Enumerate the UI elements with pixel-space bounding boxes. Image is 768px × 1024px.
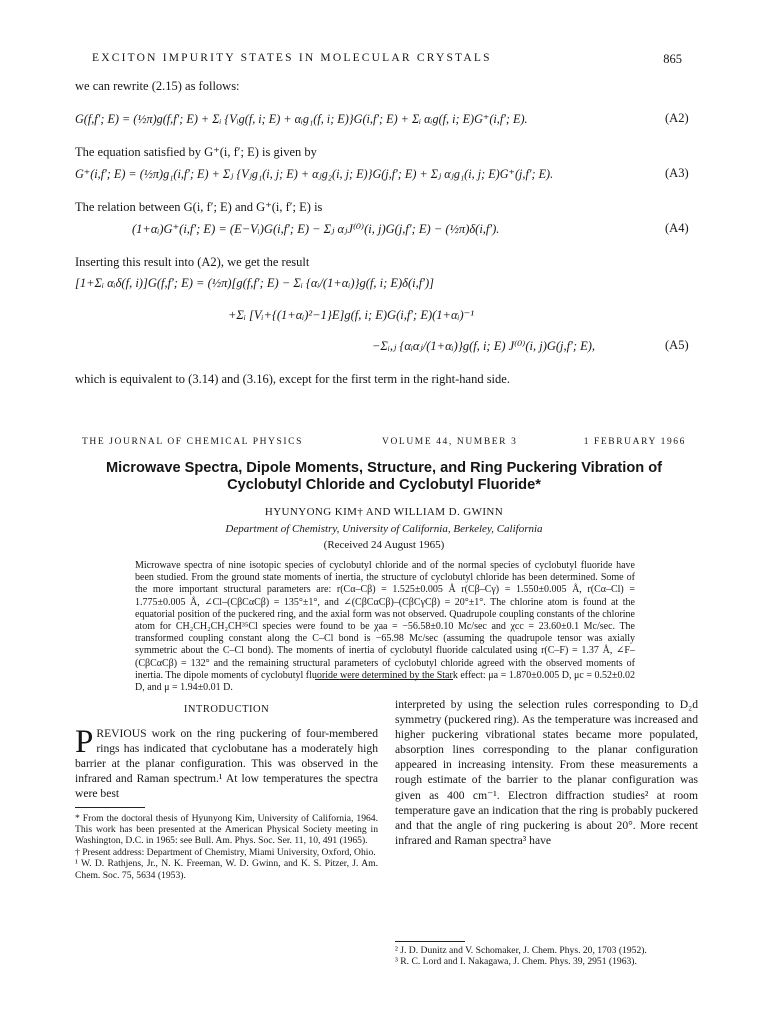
article-title-line2: Cyclobutyl Chloride and Cyclobutyl Fluoride* — [227, 477, 541, 493]
article-authors: HYUNYONG KIM† AND WILLIAM D. GWINN — [264, 506, 504, 518]
equation-a3-number: (A3) — [665, 166, 689, 180]
equation-a4: (1+αᵢ)G⁺(i,f′; E) = (E−Vᵢ)G(i,f′; E) − Σⱼ αⱼJ⁽⁰⁾(i, j)G(j,f′; E) − (½π)δ(i,f′). — [132, 222, 500, 236]
equation-a5-line2: +Σᵢ [Vᵢ+{(1+αᵢ)²−1}E]g(f, i; E)G(i,f′; E)(1+αᵢ)⁻¹ — [228, 308, 475, 322]
equation-a5-line3: −Σᵢ,ⱼ {αᵢαⱼ/(1+αᵢ)}g(f, i; E) J⁽⁰⁾(i, j)G(j,f′; E), — [372, 339, 596, 353]
appendix-text-a3: The equation satisfied by G⁺(i, f′; E) is given by — [75, 145, 317, 159]
article-received-date: (Received 24 August 1965) — [323, 539, 445, 551]
intro-paragraph-text: REVIOUS work on the ring puckering of four-membered rings has indicated that cyclobutane has a moderately high barrier at the planar configuration. This was observed in the infrared and Raman spectrum.¹ At low temperatures the spectra were best — [75, 727, 378, 801]
section-title: INTRODUCTION — [183, 704, 270, 715]
journal-name: THE JOURNAL OF CHEMICAL PHYSICS — [82, 437, 303, 447]
footnote-star: * From the doctoral thesis of Hyunyong Kim, University of California, 1964. This work has been presented at the American Physical Society meeting in Washington, D.C. in 1965: see Bull. Am. Phys. Soc. Ser. 11, 10, 491 (1965). — [75, 812, 378, 847]
article-title — [60, 460, 708, 494]
body-column-left — [75, 702, 378, 881]
page-number: 865 — [663, 52, 682, 66]
footnote-2: ² J. D. Dunitz and V. Schomaker, J. Chem. Phys. 20, 1703 (1952). — [395, 945, 647, 956]
journal-date: 1 FEBRUARY 1966 — [583, 437, 686, 447]
footnotes-right — [395, 945, 698, 968]
equation-a5-line1: [1+Σᵢ αᵢδ(f, i)]G(f,f′; E) = (½π)[g(f,f′; E) − Σᵢ {αᵢ/(1+αᵢ)}g(f, i; E)δ(i,f′)] — [75, 276, 434, 290]
equation-a2: G(f,f′; E) = (½π)g(f,f′; E) + Σᵢ {Vᵢg(f, i; E) + αᵢg₁(f, i; E)}G(i,f′; E) + Σᵢ αᵢg(f, i; E)G⁺(i,f′; E). — [75, 112, 528, 126]
footnote-divider — [75, 807, 145, 808]
article-title-line1: Microwave Spectra, Dipole Moments, Structure, and Ring Puckering Vibration of — [105, 460, 663, 476]
appendix-text-a5: Inserting this result into (A2), we get the result — [75, 255, 310, 269]
article-affiliation: Department of Chemistry, University of California, Berkeley, California — [225, 523, 543, 535]
abstract-divider — [315, 679, 453, 680]
footnote-dagger: † Present address: Department of Chemistry, Miami University, Oxford, Ohio. — [75, 846, 376, 858]
appendix-text-a4: The relation between G(i, f′; E) and G⁺(i, f′; E) is — [75, 200, 323, 214]
drop-cap: P — [75, 724, 94, 761]
intro-paragraph — [75, 726, 378, 801]
footnote-1: ¹ W. D. Rathjens, Jr., N. K. Freeman, W. D. Gwinn, and K. S. Pitzer, J. Am. Chem. Soc. 75, 5634 (1953). — [75, 858, 378, 881]
footnote-divider-right — [395, 941, 465, 942]
equation-a3: G⁺(i,f′; E) = (½π)g₁(i,f′; E) + Σⱼ {Vⱼg₁(i, j; E) + αⱼg₂(i, j; E)}G(j,f′; E) + Σⱼ αⱼg₁(i, j; E)G⁺(j,f′; E). — [75, 167, 554, 181]
body-column-right: interpreted by using the selection rules corresponding to D₂d symmetry (puckered ring). As the temperature was increased and higher puckering vibrational states became more populated, absorption lines corresponding to the planar configuration appeared in increasing intensity. From these measurements a rough estimate of the barrier to the planar configuration was given as 400 cm⁻¹. Electron diffraction studies² at room temperature gave an indication that the ring is probably puckered and that the angle of ring puckering is about 20°. More recent infrared and Raman spectra³ have — [395, 698, 698, 847]
footnote-3: ³ R. C. Lord and I. Nakagawa, J. Chem. Phys. 39, 2951 (1963). — [395, 956, 637, 968]
appendix-intro: we can rewrite (2.15) as follows: — [75, 79, 240, 93]
equation-a4-number: (A4) — [665, 221, 689, 235]
journal-volume: VOLUME 44, NUMBER 3 — [382, 437, 518, 447]
running-header-title: EXCITON IMPURITY STATES IN MOLECULAR CRYSTALS — [92, 52, 492, 64]
equation-a2-number: (A2) — [665, 111, 689, 125]
running-header — [92, 52, 682, 64]
article-abstract: Microwave spectra of nine isotopic species of cyclobutyl chloride and of the normal species of cyclobutyl fluoride have been studied. From the ground state moments of inertia, the structure of cyclobutyl chloride has been determined. Some of the more important structural parameters are: r(Cα–Cβ) = 1.525±0.005 Å r(Cβ–Cγ) = 1.550±0.005 Å, r(Cα–Cl) = 1.775±0.005 Å, ∠Cl–(CβCαCβ) = 135°±1°, and ∠(CβCαCβ)–(CβCγCβ) = 20°±1°. The chlorine atom is found at the equatorial position of the puckered ring, and the axial form was not observed. Quadrupole coupling constants of the chlorine atom for CH₂CH₂CH₂CH³⁵Cl species were found to be χaa = −56.58±0.10 Mc/sec and χcc = 23.60±0.1 Mc/sec. The transformed coupling constant along the C–Cl bond is −65.98 Mc/sec (assuming the quadrupole tensor was axially symmetric about the C–Cl bond). The moments of inertia of cyclobutyl fluoride calculated using r(C–F) = 1.37 Å, ∠F–(CβCαCβ) = 132° and the remaining structural parameters of cyclobutyl chloride agreed with the observed moments of inertia. The dipole moments of cyclobutyl fluoride were determined by the Stark effect: μa = 1.870±0.005 D, μc = 0.52±0.02 D, and μ = 1.94±0.01 D. — [135, 560, 635, 694]
equation-a5-number: (A5) — [665, 338, 689, 352]
appendix-conclusion: which is equivalent to (3.14) and (3.16), except for the first term in the right-hand side. — [75, 372, 510, 386]
